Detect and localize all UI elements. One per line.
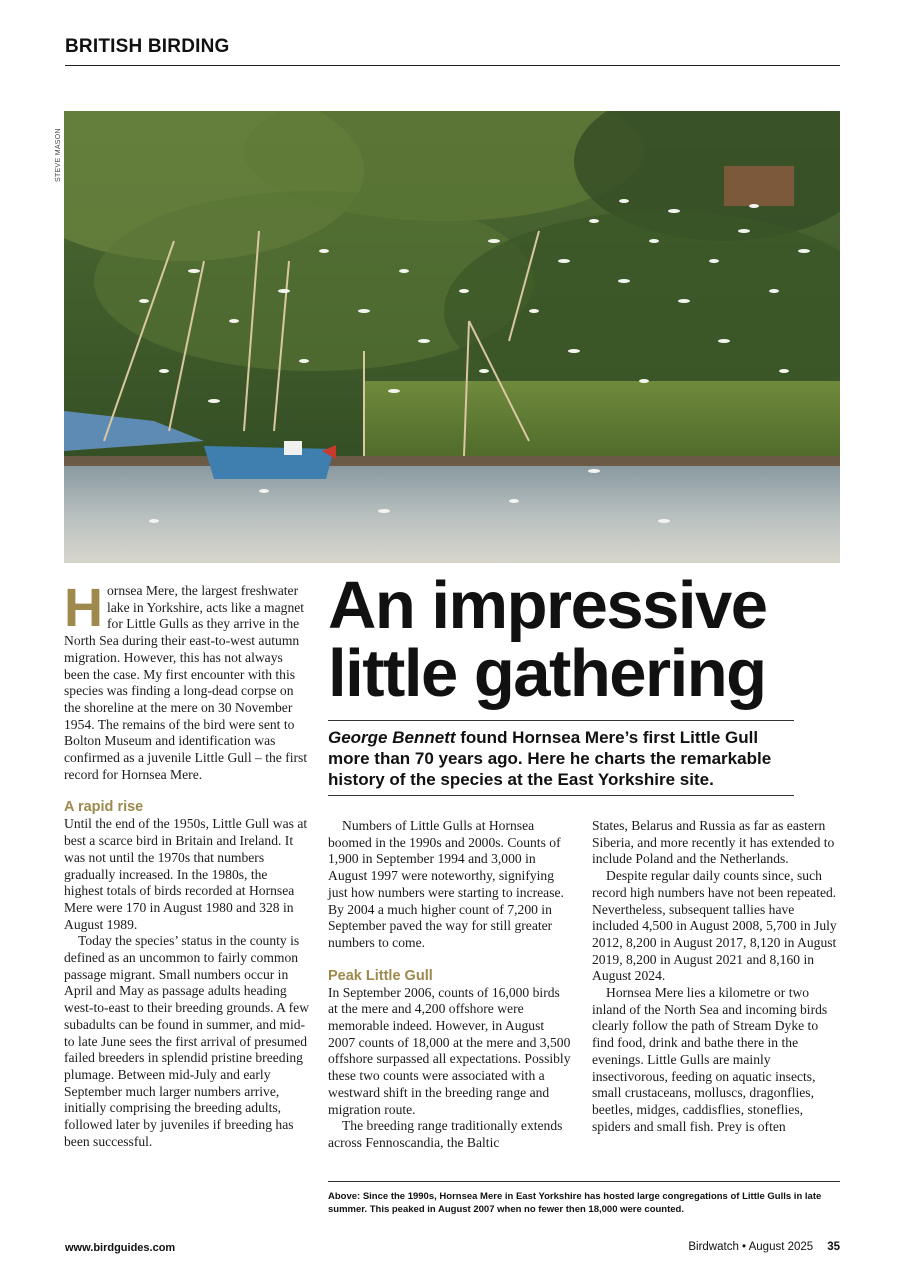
footer-magazine: Birdwatch • August 2025 — [688, 1241, 814, 1253]
author-name: George Bennett — [328, 728, 456, 747]
subhead-a-rapid-rise: A rapid rise — [64, 799, 144, 816]
subhead-peak-little-gull: Peak Little Gull — [328, 967, 433, 984]
hero-photo-illustration — [64, 111, 840, 563]
body-paragraph: The breeding range traditionally extends across Fennoscandia, the Baltic — [328, 1118, 563, 1150]
body-paragraph: States, Belarus and Russia as far as eastern Siberia, and more recently it has extended to include Poland and the Netherlands. — [592, 818, 835, 867]
article-column-1 — [64, 578, 310, 1151]
body-paragraph: Numbers of Little Gulls at Hornsea boomed in the 1990s and 2000s. Counts of 1,900 in September 1994 and 3,000 in August 1997 were noteworthy, signifying just how numbers were starting to increase. By 2004 a much higher count of 7,200 in September paved the way for still greater numbers to come. — [328, 818, 564, 950]
drop-cap: H — [64, 578, 103, 638]
body-paragraph: Hornsea Mere lies a kilometre or two inland of the North Sea and incoming birds clearly follow the path of Stream Dyke to find food, drink and bathe there in the evenings. Little Gulls are mainly insectivorous, feeding on aquatic insects, small crustaceans, molluscs, dragonflies, beetles, midges, caddisflies, stoneflies, spiders and small fish. Prey is often — [592, 985, 828, 1134]
section-header — [65, 36, 840, 66]
standfirst-text: found Hornsea Mere’s first Little Gull more than 70 years ago. Here he charts the remarkable history of the species at the East Yorkshire site. — [328, 728, 772, 789]
body-paragraph: Until the end of the 1950s, Little Gull was at best a scarce bird in Britain and Ireland. It was not until the 1970s that numbers gradually increased. In the 1980s, the highest totals of birds recorded at Hornsea Mere were 170 in August 1980 and 328 in August 1989. — [64, 816, 308, 932]
body-paragraph: Today the species’ status in the county is defined as an uncommon to fairly common passage migrant. Small numbers occur in April and May as passage adults heading west-to-east to their breeding grounds. A few subadults can be found in summer, and mid- to late June sees the first arrival of presumed failed breeders in splendid pristine breeding plumage. Between mid-July and early September much larger numbers arrive, initially comprising the breeding adults, followed later by juveniles if breeding has been successful. — [64, 933, 310, 1149]
body-paragraph: In September 2006, counts of 16,000 birds at the mere and 4,200 offshore were memorable indeed. However, in August 2007 counts of 18,000 at the mere and 3,500 offshore surpassed all expectations. Possibly these two counts were associated with a westward shift in the breeding range and migration route. — [328, 984, 571, 1117]
footer-issue — [688, 1241, 840, 1253]
article-headline — [328, 568, 843, 711]
photo-caption: Above: Since the 1990s, Hornsea Mere in East Yorkshire has hosted large congregations of Little Gulls in late summer. This peaked in August 2007 when no fewer then 18,000 were counted. — [328, 1181, 840, 1216]
headline-line-1: An impressive — [328, 568, 767, 643]
section-title: BRITISH BIRDING — [65, 36, 230, 57]
hero-photo — [64, 111, 840, 563]
article-column-3 — [592, 818, 840, 1135]
photo-credit: STEVE MASON — [55, 128, 62, 182]
page-number: 35 — [827, 1241, 840, 1253]
footer-website: www.birdguides.com — [65, 1242, 176, 1254]
intro-paragraph: Hornsea Mere, the largest freshwater lake in Yorkshire, acts like a magnet for Little Gulls as they arrive in the North Sea during their east-to-west autumn migration. However, this has not always been the case. My first encounter with this species was finding a long-dead corpse on the shoreline at the mere on 30 November 1954. The remains of the bird were sent to Bolton Museum and identification was confirmed as a juvenile Little Gull – the first record for Hornsea Mere. — [64, 578, 308, 782]
article-column-2 — [328, 818, 571, 1152]
body-paragraph: Despite regular daily counts since, such record high numbers have not been repeated. Nevertheless, subsequent tallies have included 4,500 in August 2008, 5,700 in July 2012, 8,200 in August 2017, 8,120 in August 2019, 8,200 in August 2021 and 8,160 in August 2024. — [592, 868, 837, 984]
standfirst — [328, 720, 794, 796]
headline-line-2: little gathering — [328, 636, 766, 711]
